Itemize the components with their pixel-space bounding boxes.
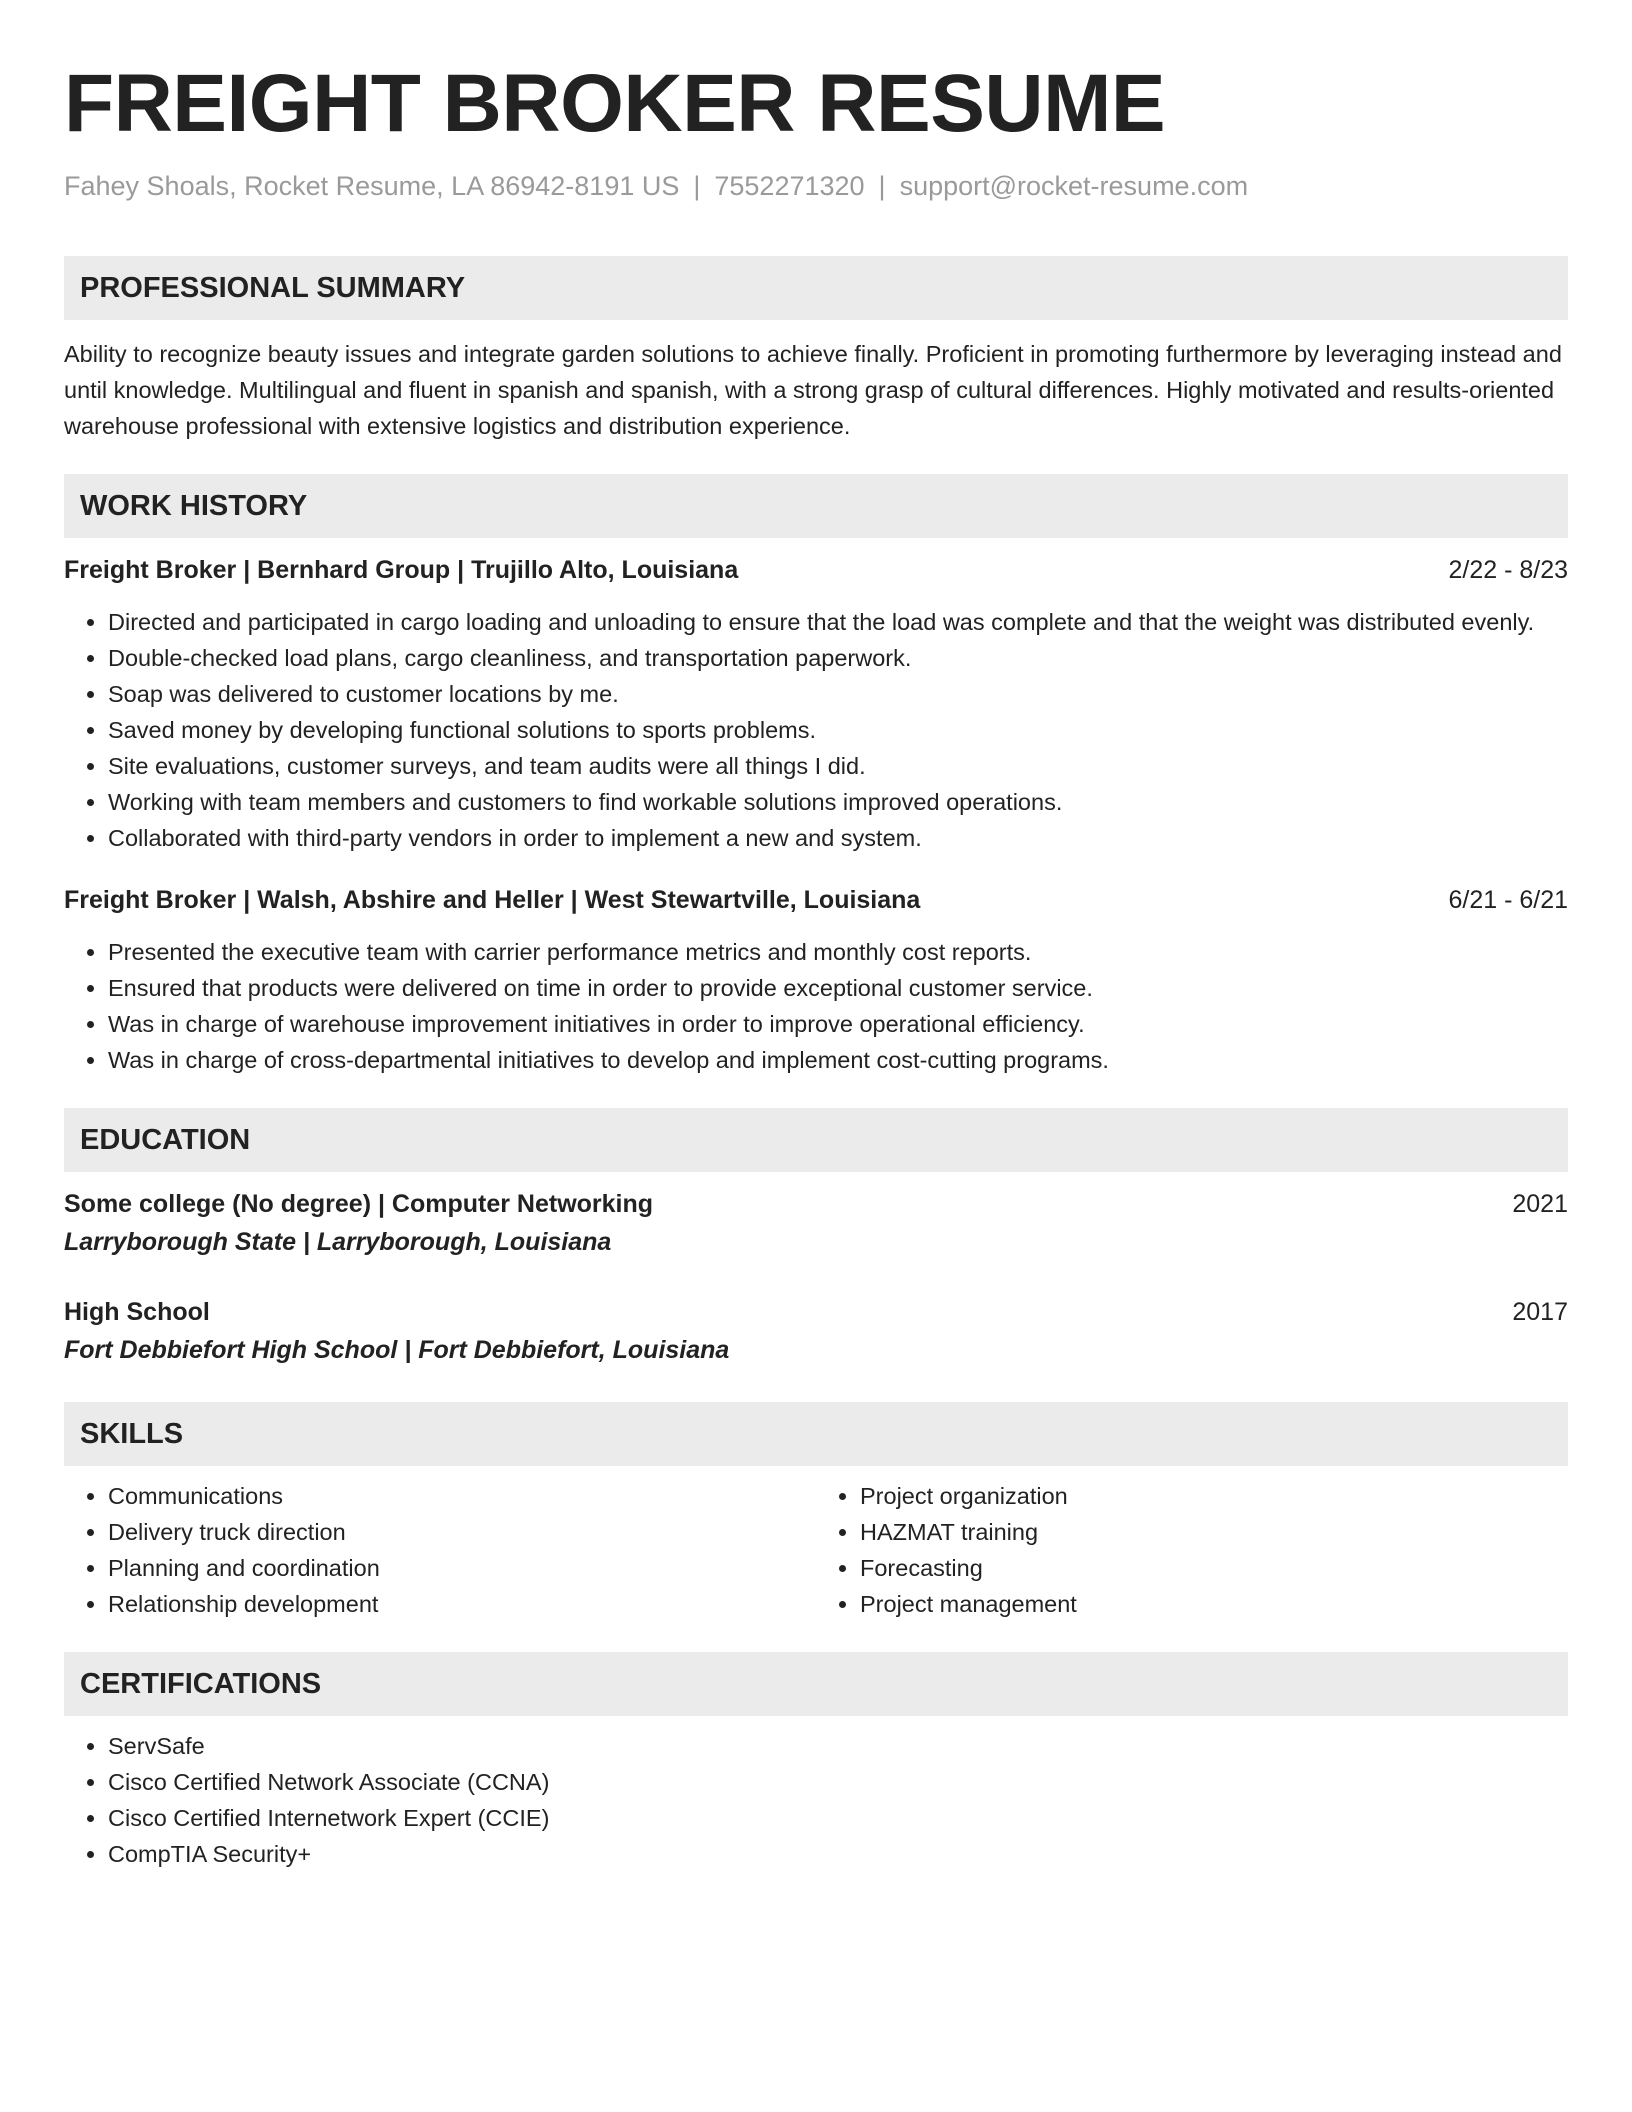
skill-item: • HAZMAT training xyxy=(860,1514,1568,1550)
job-heading xyxy=(64,882,1568,918)
phone: 7552271320 xyxy=(714,171,865,201)
job-bullet: • Directed and participated in cargo loading and unloading to ensure that the load was complete and that the weight was distributed evenly. xyxy=(108,604,1568,640)
education-heading xyxy=(64,1186,1568,1222)
certification-item: • CompTIA Security+ xyxy=(108,1836,1568,1872)
job-title: Freight Broker | Walsh, Abshire and Heller | West Stewartville, Louisiana xyxy=(64,886,921,914)
education-year: 2017 xyxy=(1512,1298,1568,1326)
contact-line xyxy=(64,168,1568,204)
job-bullet: • Collaborated with third-party vendors in order to implement a new and system. xyxy=(108,820,1568,856)
skill-item: • Delivery truck direction xyxy=(108,1514,816,1550)
section-header-work-history: WORK HISTORY xyxy=(64,474,1568,538)
education-school: Fort Debbiefort High School | Fort Debbiefort, Louisiana xyxy=(64,1336,730,1364)
job-bullets xyxy=(64,934,1568,1078)
skill-item: • Relationship development xyxy=(108,1586,816,1622)
job-bullet: • Saved money by developing functional solutions to sports problems. xyxy=(108,712,1568,748)
job-bullets xyxy=(64,604,1568,856)
education-degree: High School xyxy=(64,1298,210,1326)
job-bullet: • Soap was delivered to customer locations by me. xyxy=(108,676,1568,712)
skill-item: • Planning and coordination xyxy=(108,1550,816,1586)
section-header-certifications: CERTIFICATIONS xyxy=(64,1652,1568,1716)
email: support@rocket-resume.com xyxy=(899,171,1249,201)
skills-grid xyxy=(64,1466,1568,1622)
job-dates: 2/22 - 8/23 xyxy=(1448,556,1568,584)
section-header-summary: PROFESSIONAL SUMMARY xyxy=(64,256,1568,320)
skill-item: • Project management xyxy=(860,1586,1568,1622)
certifications-list xyxy=(64,1728,1568,1872)
education-heading xyxy=(64,1294,1568,1330)
job-bullet: • Was in charge of cross-departmental initiatives to develop and implement cost-cutting programs. xyxy=(108,1042,1568,1078)
certification-item: • ServSafe xyxy=(108,1728,1568,1764)
section-header-skills: SKILLS xyxy=(64,1402,1568,1466)
certification-item: • Cisco Certified Internetwork Expert (CCIE) xyxy=(108,1800,1568,1836)
job-bullet: • Was in charge of warehouse improvement initiatives in order to improve operational efficiency. xyxy=(108,1006,1568,1042)
separator: | xyxy=(693,171,701,201)
education-school: Larryborough State | Larryborough, Louisiana xyxy=(64,1228,612,1256)
job-bullet: • Working with team members and customers to find workable solutions improved operations. xyxy=(108,784,1568,820)
job-title: Freight Broker | Bernhard Group | Trujillo Alto, Louisiana xyxy=(64,556,739,584)
skills-list-left xyxy=(64,1478,816,1622)
skill-item: • Project organization xyxy=(860,1478,1568,1514)
section-header-education: EDUCATION xyxy=(64,1108,1568,1172)
job-heading xyxy=(64,552,1568,588)
job-bullet: • Double-checked load plans, cargo cleanliness, and transportation paperwork. xyxy=(108,640,1568,676)
education-year: 2021 xyxy=(1512,1190,1568,1218)
job-bullet: • Ensured that products were delivered on time in order to provide exceptional customer service. xyxy=(108,970,1568,1006)
job-dates: 6/21 - 6/21 xyxy=(1448,886,1568,914)
certification-item: • Cisco Certified Network Associate (CCNA) xyxy=(108,1764,1568,1800)
job-bullet: • Presented the executive team with carrier performance metrics and monthly cost reports. xyxy=(108,934,1568,970)
skill-item: • Communications xyxy=(108,1478,816,1514)
education-degree: Some college (No degree) | Computer Networking xyxy=(64,1190,654,1218)
resume-title: FREIGHT BROKER RESUME xyxy=(64,58,1166,149)
skills-list-right xyxy=(816,1478,1568,1622)
skill-item: • Forecasting xyxy=(860,1550,1568,1586)
address: Fahey Shoals, Rocket Resume, LA 86942-8191 US xyxy=(64,171,680,201)
job-bullet: • Site evaluations, customer surveys, and team audits were all things I did. xyxy=(108,748,1568,784)
separator: | xyxy=(878,171,886,201)
summary-text: Ability to recognize beauty issues and integrate garden solutions to achieve finally. Proficient in promoting furthermore by leveraging instead and until knowledge. Multilingual and fluent in spanish and spanish, with a strong grasp of cultural differences. Highly motivated and results-oriented warehouse professional with extensive logistics and distribution experience. xyxy=(64,341,1562,439)
